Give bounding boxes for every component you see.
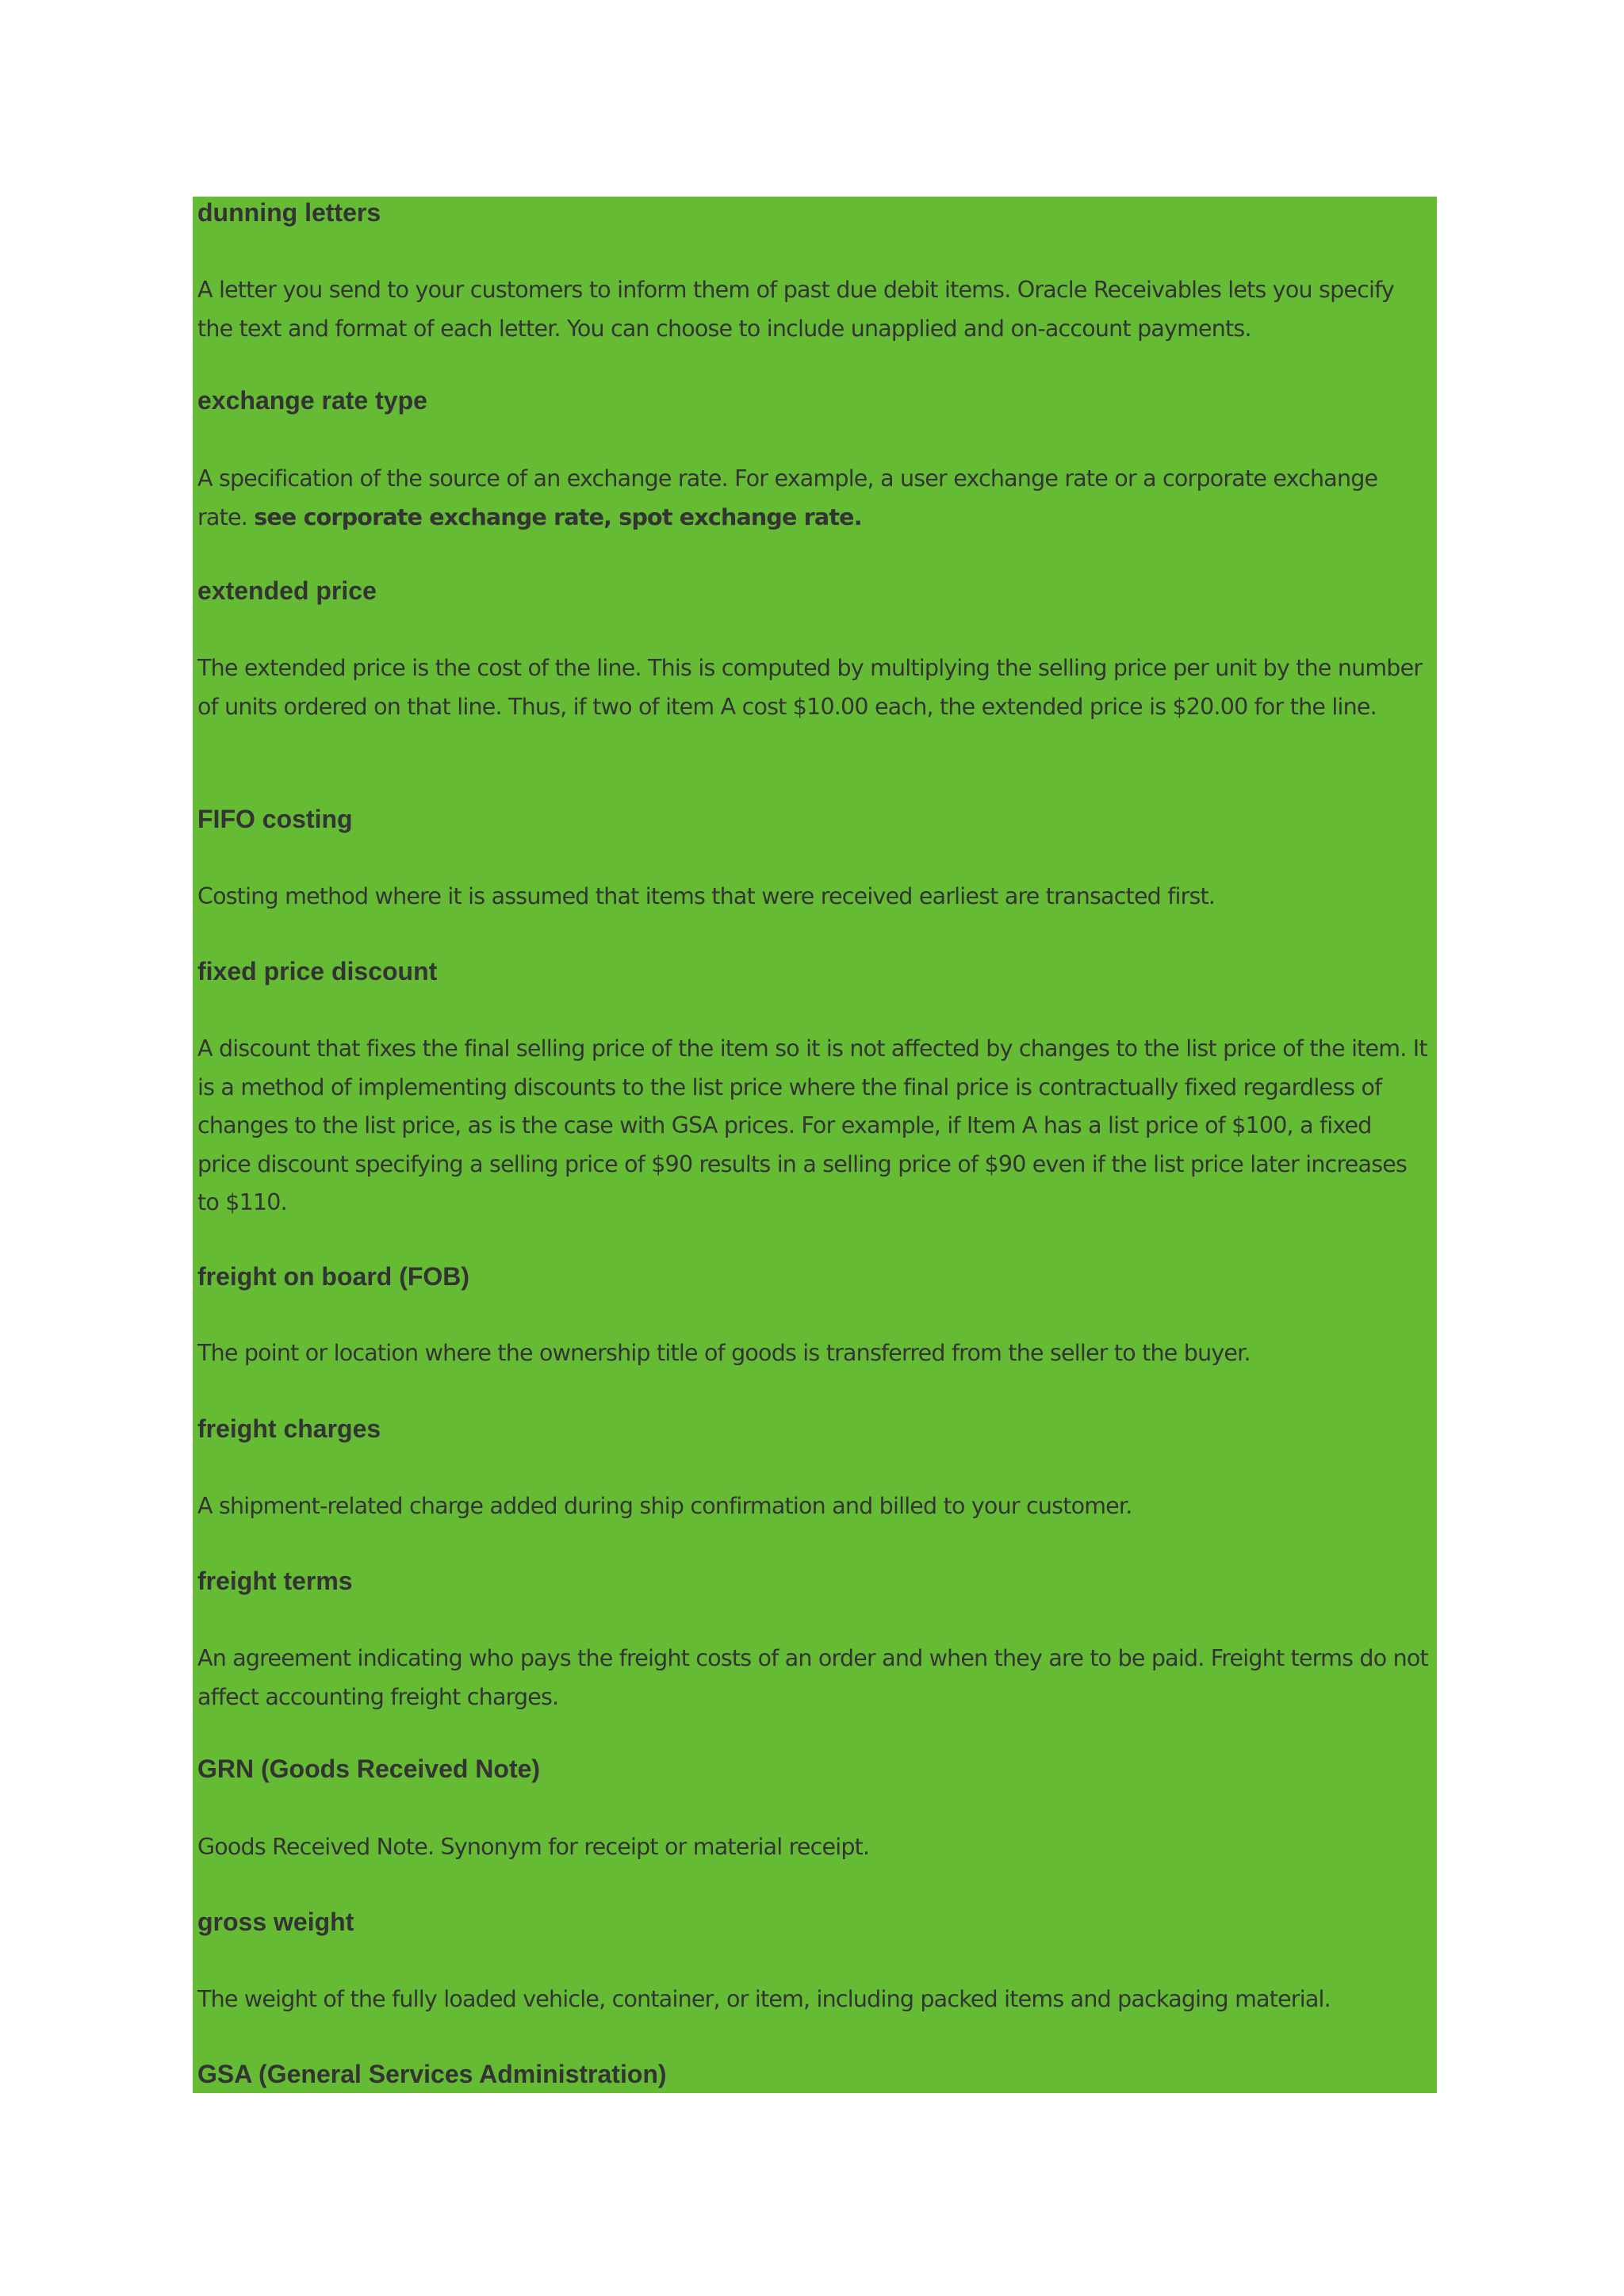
- definition-text: A specification of the source of an exchange rate. For example, a user exchange rate or a corporate exchange rate.: [197, 465, 1378, 530]
- glossary-definition: A discount that fixes the final selling price of the item so it is not affected by changes to the list price of the item. It is a method of implementing discounts to the list price where the final price is contractually fixed regardless of changes to the list price, as is the case with GSA prices. For example, if Item A has a list price of $100, a fixed price discount specifying a selling price of $90 results in a selling price of $90 even if the list price later increases to $110.: [197, 1035, 1427, 1215]
- glossary-definition: The point or location where the ownership title of goods is transferred from the seller to the buyer.: [197, 1340, 1251, 1366]
- glossary-term: GSA (General Services Administration): [197, 2060, 667, 2088]
- glossary-definition: A letter you send to your customers to inform them of past due debit items. Oracle Receivables lets you specify the text and format of each letter. You can choose to include unapplied and on-account payments.: [197, 277, 1394, 342]
- glossary-definition: [197, 460, 1431, 537]
- glossary-panel: [193, 197, 1437, 2093]
- glossary-term: GRN (Goods Received Note): [197, 1755, 541, 1783]
- glossary-term: dunning letters: [197, 198, 381, 227]
- glossary-definition: An agreement indicating who pays the freight costs of an order and when they are to be paid. Freight terms do not affect accounting freight charges.: [197, 1645, 1428, 1710]
- glossary-term: freight charges: [197, 1414, 381, 1443]
- glossary-definition: The weight of the fully loaded vehicle, container, or item, including packed items and packaging material.: [197, 1986, 1331, 2012]
- glossary-definition: The extended price is the cost of the line. This is computed by multiplying the selling price per unit by the number of units ordered on that line. Thus, if two of item A cost $10.00 each, the extended price is $20.00 for the line.: [197, 655, 1423, 720]
- glossary-term: fixed price discount: [197, 957, 438, 985]
- glossary-term: exchange rate type: [197, 386, 427, 415]
- glossary-definition: Costing method where it is assumed that items that were received earliest are transacted first.: [197, 883, 1216, 909]
- glossary-term: gross weight: [197, 1908, 354, 1936]
- see-also-reference: see corporate exchange rate, spot exchange rate.: [254, 503, 862, 530]
- glossary-definition: Goods Received Note. Synonym for receipt or material receipt.: [197, 1834, 870, 1860]
- glossary-term: extended price: [197, 576, 377, 605]
- glossary-term: freight terms: [197, 1567, 353, 1595]
- glossary-definition: A shipment-related charge added during ship confirmation and billed to your customer.: [197, 1493, 1132, 1519]
- glossary-term: freight on board (FOB): [197, 1262, 470, 1291]
- glossary-term: FIFO costing: [197, 805, 353, 833]
